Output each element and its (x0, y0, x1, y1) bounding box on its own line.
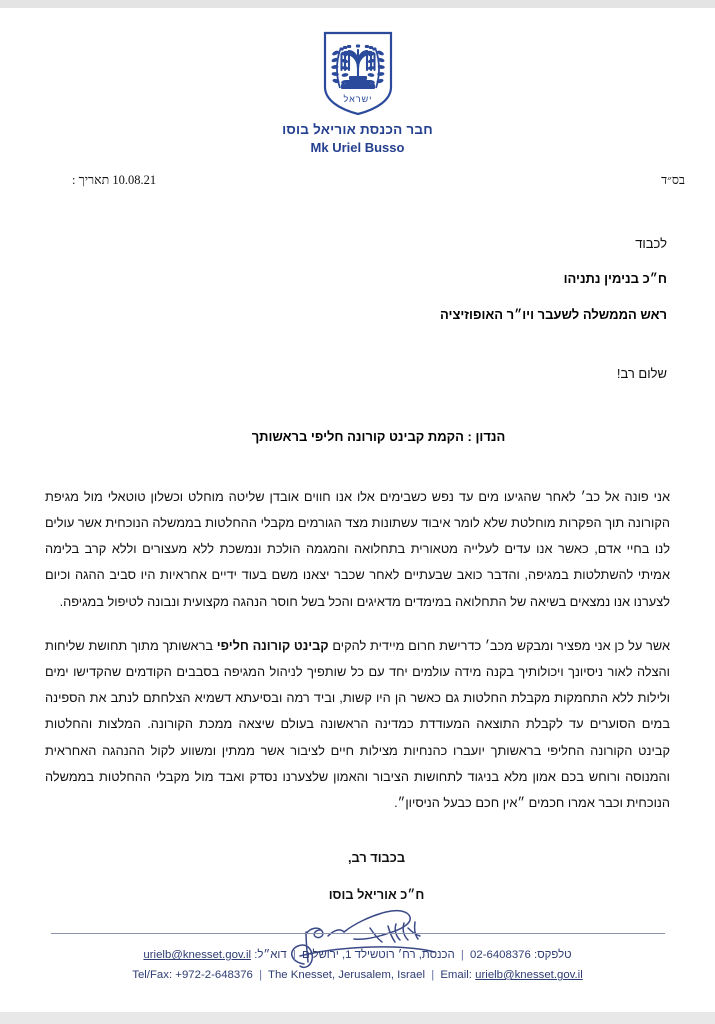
letter-date (72, 173, 156, 188)
letter-footer (0, 933, 715, 986)
footer-address-he: הכנסת, רח׳ רוטשילד 1, ירושלים (302, 949, 455, 962)
footer-separator-4: | (431, 969, 435, 982)
bsd-marker: בס״ד (661, 172, 685, 187)
body-paragraph-2 (45, 633, 670, 817)
letterhead-name-english: Mk Uriel Busso (310, 140, 405, 156)
letterhead (0, 8, 715, 157)
letterhead-name-hebrew: חבר הכנסת אוריאל בוסו (282, 122, 433, 137)
footer-contact-english (0, 966, 715, 986)
addressee-title: ראש הממשלה לשעבר ויו״ר האופוזיציה (440, 307, 667, 323)
footer-email-label-en: Email: (440, 969, 472, 982)
footer-email-link-en[interactable]: urielb@knesset.gov.il (475, 969, 583, 982)
footer-address-en: The Knesset, Jerusalem, Israel (268, 969, 426, 982)
footer-separator-2: | (292, 949, 296, 962)
footer-phone-en: Tel/Fax: +972-2-648376 (132, 969, 253, 982)
paragraph-2-text-after: בראשותך מתוך תחושת שליחות והצלה לאור ניסיונך ויכולותיך בקנה מידה עולמים יחד עם כל שותפיך לניהול המגיפה בסבבים הקודמים שהקדישו ימים ולילות ללא התחמקות מקבלת החלטות גם כאשר הן היו קשות, וביד רמה ובסיעתא דשמיא הצלחתם לנתב את הספינה במים הסוערים עד לקבלת התוצאה המעודדת כמדינה הראשונה בעולם שיצאה ממכת הקורונה. המלצות והחלטות קבינט הקורונה החליפי בראשותך יועברו כהנחיות מצילות חיים לציבור אשר ממתין ומשווע לקול ההנהגה האחראית והמנוסה ורוחש בכם אמון מלא בניגוד לתחושות הציבור והאמון שלצערנו נסדק ואבד מול מקבלי ההחלטות בממשלה הנוכחית וכבר אמרו חכמים ״אין חכם כבעל הניסיון״. (45, 637, 670, 811)
addressee-salutation: לכבוד (635, 235, 667, 251)
footer-divider (51, 933, 665, 934)
signature-closing: בכבוד רב, (347, 850, 406, 866)
page-top-edge (0, 0, 715, 8)
addressee-name: ח״כ בנימין נתניהו (563, 271, 667, 287)
israel-state-emblem-icon (319, 30, 397, 116)
page-bottom-edge (0, 1012, 715, 1024)
body-paragraph-1: אני פונה אל כב׳ לאחר שהגיעו מים עד נפש כשבימים אלו אנו חווים אובדן שליטה מוחלט וכשלון טוטאלי מול מגיפת הקורונה תוך הפקרות מוחלטת שלא לומר איבוד עשתונות מצד הגורמים מקבלי ההחלטות בממשלה הנוכחית אשר עולים לנו בחיי אדם, כאשר אנו עדים לעלייה מטאורית בתחלואה והמגמה הולכת ונמשכת ללא מעצורים וללא קרב בלימה אמיתי להשתלטות במגיפה, והדבר כואב שבעתיים לאחר שכבר יצאנו משם בעוד ידיים אחראיות היו סביב ההגה וכיום לצערנו אנו נמצאים בשיאה של התחלואה במימדים מדאיגים והכל בשל חוסר הנהגה מקצועית ונבונה לטיפול במגיפה. (45, 488, 670, 609)
footer-phone-label-he: טלפקס: (534, 949, 572, 962)
footer-separator-1: | (460, 949, 464, 962)
paragraph-2-text-before: אשר על כן אני מפציר ומבקש מכב׳ כדרישת חרום מיידית להקים (328, 637, 670, 653)
footer-contact-hebrew (0, 946, 715, 966)
paragraph-2-emphasis: קבינט קורונה חליפי (216, 637, 329, 653)
letter-body (0, 484, 715, 817)
footer-separator-3: | (259, 969, 263, 982)
signature-name: ח״כ אוריאל בוסו (328, 887, 425, 903)
footer-email-link-he[interactable]: urielb@knesset.gov.il (143, 949, 252, 962)
date-label: תאריך : (72, 172, 110, 187)
footer-email-label-he: דוא״ל: (254, 949, 287, 962)
subject-line: הנדון : הקמת קבינט קורונה חליפי בראשותך (251, 428, 506, 444)
svg-text:ישראל: ישראל (343, 94, 372, 104)
addressee-block (0, 237, 715, 322)
meta-row (0, 173, 715, 199)
date-value: 10.08.21 (112, 172, 157, 187)
letter-page (0, 8, 715, 1012)
greeting-line: שלום רב! (616, 365, 667, 381)
footer-phone-he: 02-6408376 (470, 949, 531, 962)
